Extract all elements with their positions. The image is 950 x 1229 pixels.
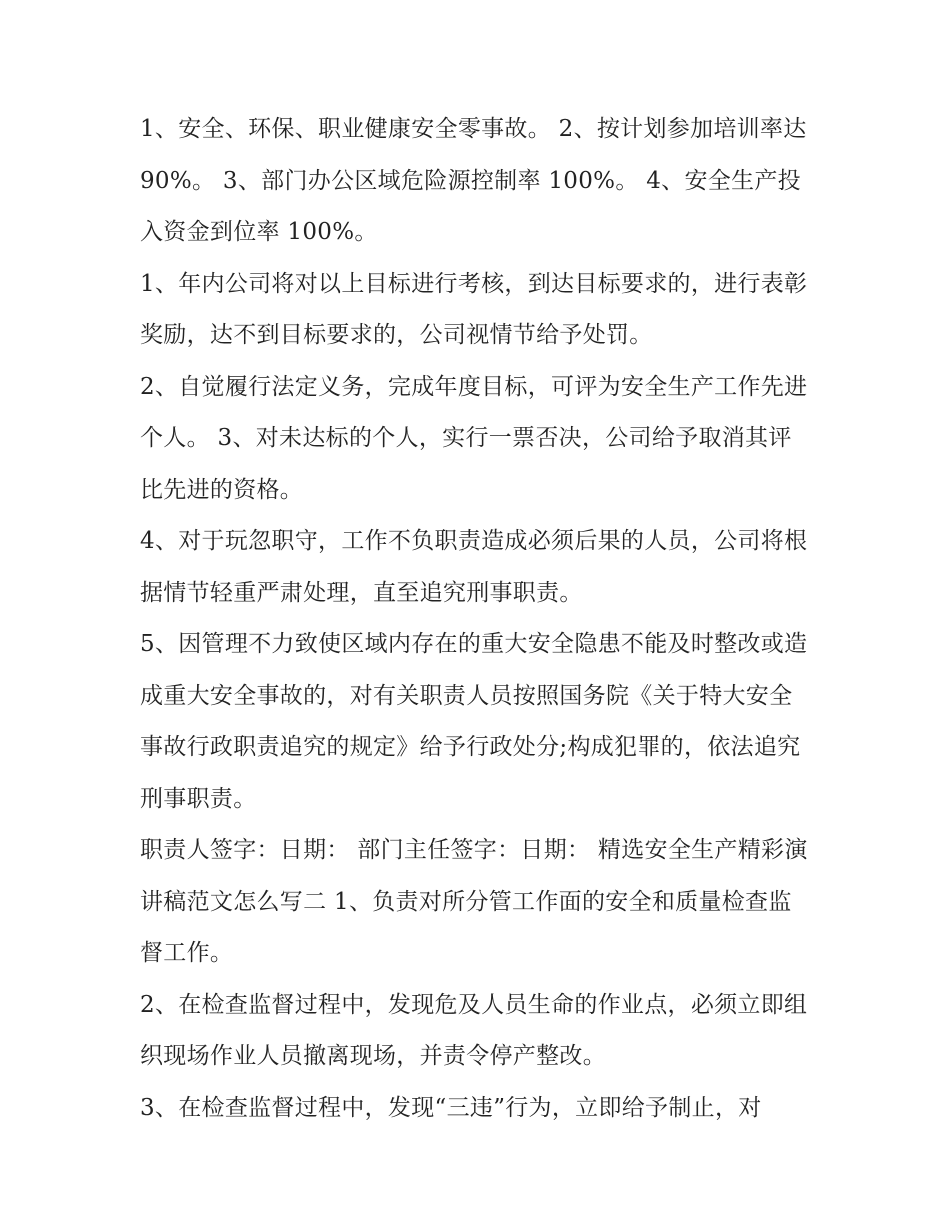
paragraph-evacuation: 2、在检查监督过程中，发现危及人员生命的作业点，必须立即组织现场作业人员撤离现场，并责令停产整改。 bbox=[140, 991, 808, 1069]
paragraph-three-violations: 3、在检查监督过程中，发现“三违”行为，立即给予制止，对 bbox=[140, 1094, 762, 1121]
paragraph-signatures: 职责人签字：日期： 部门主任签字：日期： 精选安全生产精彩演讲稿范文怎么写二 1、负责对所分管工作面的安全和质量检查监督工作。 bbox=[140, 837, 808, 966]
document-body bbox=[140, 104, 812, 1134]
paragraph-assessment: 1、年内公司将对以上目标进行考核，到达目标要求的，进行表彰奖励，达不到目标要求的，公司视情节给予处罚。 bbox=[140, 270, 808, 348]
paragraph-major-accidents: 5、因管理不力致使区域内存在的重大安全隐患不能及时整改或造成重大安全事故的，对有关职责人员按照国务院《关于特大安全事故行政职责追究的规定》给予行政处分;构成犯罪的，依法追究刑事职责。 bbox=[140, 631, 808, 812]
paragraph-safety-targets: 1、安全、环保、职业健康安全零事故。 2、按计划参加培训率达 90%。 3、部门办公区域危险源控制率 100%。 4、安全生产投入资金到位率 100%。 bbox=[140, 116, 807, 245]
paragraph-obligations: 2、自觉履行法定义务，完成年度目标，可评为安全生产工作先进个人。 3、对未达标的个人，实行一票否决，公司给予取消其评比先进的资格。 bbox=[140, 373, 808, 503]
paragraph-dereliction: 4、对于玩忽职守，工作不负职责造成必须后果的人员，公司将根据情节轻重严肃处理，直至追究刑事职责。 bbox=[140, 528, 808, 606]
